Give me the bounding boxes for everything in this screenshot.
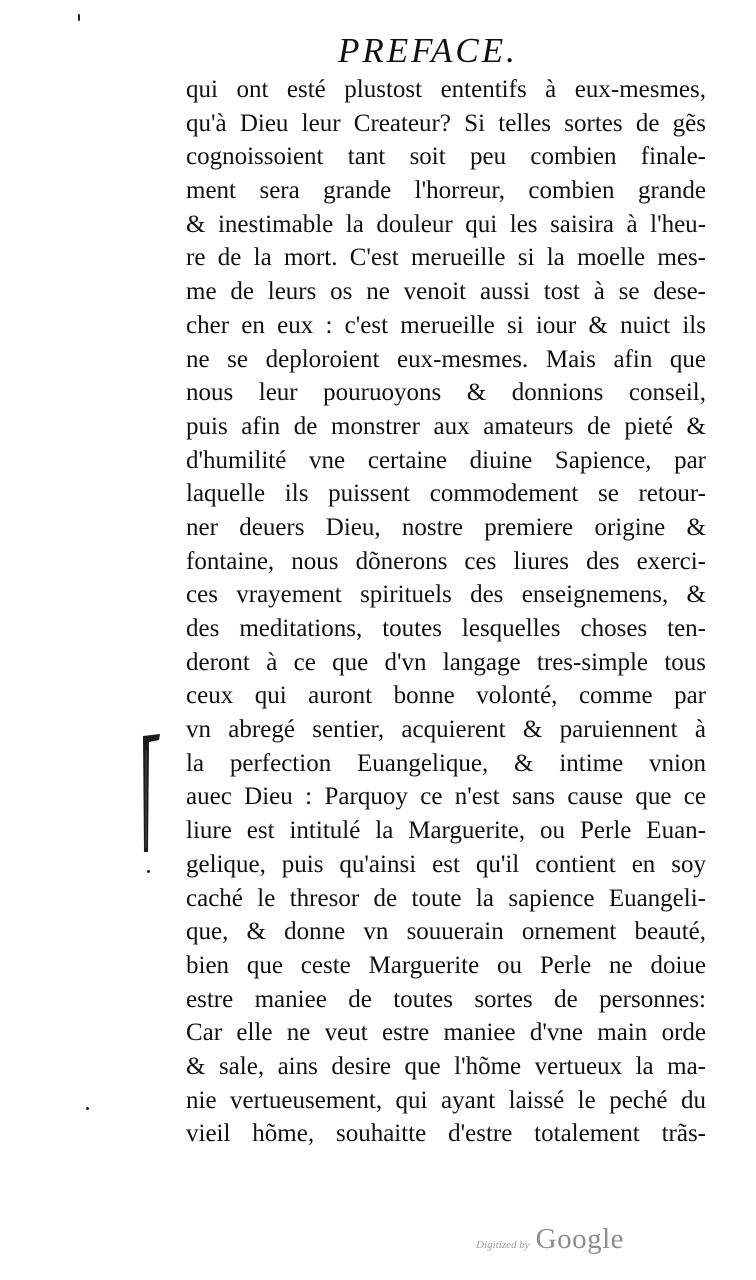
text-line: vieil hõme, souhaitte d'estre totalement trãs- [186, 1120, 706, 1148]
text-line: me de leurs os ne venoit aussi tost à se dese- [186, 278, 706, 306]
text-line: Car elle ne veut estre maniee d'vne main orde [186, 1019, 706, 1047]
text-line: deront à ce que d'vn langage tres-simple tous [186, 648, 706, 676]
watermark-brand: Google [535, 1223, 624, 1255]
text-line: gelique, puis qu'ainsi est qu'il contient en soy [186, 850, 706, 878]
ink-speck [86, 1107, 89, 1110]
text-line: qu'à Dieu leur Createur? Si telles sortes de gẽs [186, 109, 706, 137]
text-line: la perfection Euangelique, & intime vnion [186, 749, 706, 777]
text-line: ner deuers Dieu, nostre premiere origine & [186, 513, 706, 541]
ink-speck [147, 870, 150, 873]
text-line: que, & donne vn souuerain ornement beauté, [186, 918, 706, 946]
text-line: qui ont esté plustost ententifs à eux-mesmes, [186, 76, 706, 103]
text-line: & inestimable la douleur qui les saisira à l'heu- [186, 210, 706, 238]
text-line: & sale, ains desire que l'hõme vertueux la ma- [186, 1052, 706, 1080]
digitized-watermark [476, 1223, 624, 1256]
text-line: liure est intitulé la Marguerite, ou Perle Euan- [186, 817, 706, 845]
text-line: d'humilité vne certaine diuine Sapience, par [186, 446, 706, 474]
text-line: bien que ceste Marguerite ou Perle ne doiue [186, 951, 706, 979]
text-line: re de la mort. C'est merueille si la moelle mes- [186, 244, 706, 272]
text-line: puis afin de monstrer aux amateurs de pieté & [186, 412, 706, 440]
text-line: laquelle ils puissent commodement se retour- [186, 480, 706, 508]
text-line: cher en eux : c'est merueille si iour & nuict ils [186, 311, 706, 339]
watermark-prefix: Digitized by [476, 1239, 530, 1251]
text-line: des meditations, toutes lesquelles choses ten- [186, 615, 706, 642]
text-line: nie vertueusement, qui ayant laissé le peché du [186, 1086, 706, 1114]
text-line: estre maniee de toutes sortes de personnes: [186, 985, 706, 1013]
text-line: ne se deploroient eux-mesmes. Mais afin que [186, 345, 706, 373]
text-line: ceux qui auront bonne volonté, comme par [186, 682, 706, 710]
running-title: PREFACE. [338, 31, 518, 70]
text-line: caché le thresor de toute la sapience Euangeli- [186, 884, 706, 912]
text-line: ces vrayement spirituels des enseignemens, & [186, 581, 706, 609]
margin-bracket-mark [140, 730, 162, 855]
ink-speck [78, 14, 80, 21]
text-line: nous leur pouruoyons & donnions conseil, [186, 379, 706, 407]
text-line: cognoissoient tant soit peu combien finale- [186, 143, 706, 171]
text-line: vn abregé sentier, acquierent & paruiennent à [186, 716, 706, 744]
text-line: auec Dieu : Parquoy ce n'est sans cause que ce [186, 783, 706, 811]
body-text [186, 73, 706, 1151]
text-line: ment sera grande l'horreur, combien grande [186, 177, 706, 205]
text-line: fontaine, nous dõnerons ces liures des exerci- [186, 547, 706, 575]
